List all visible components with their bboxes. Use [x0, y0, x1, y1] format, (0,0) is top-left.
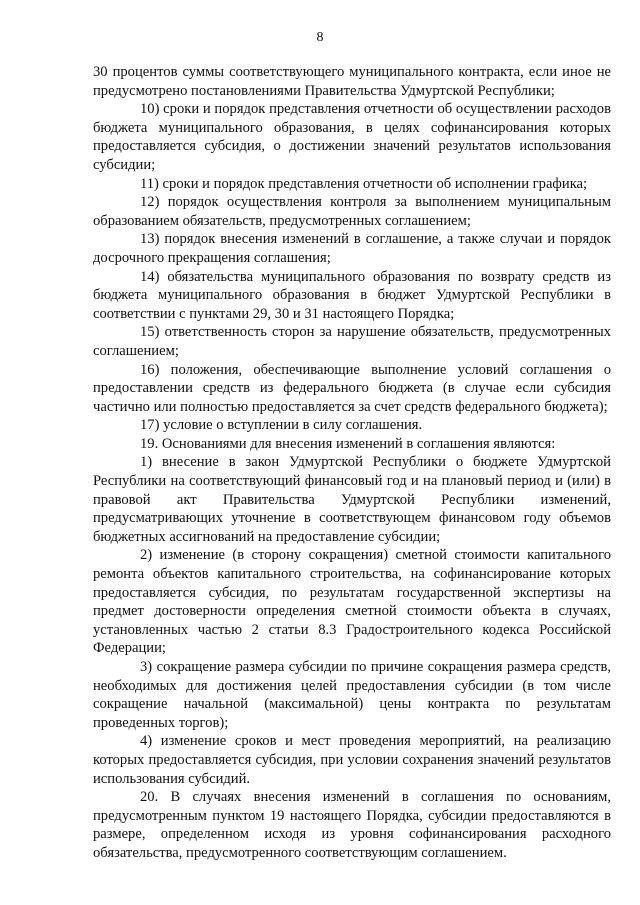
- paragraph-item-17: 17) условие о вступлении в силу соглашения.: [140, 417, 423, 434]
- paragraph-subitem-4: 4) изменение сроков и мест проведения мероприятий, на реализацию которых предоставляется субсидия, при условии сохранения значений результатов использования субсидий.: [93, 733, 611, 787]
- paragraph-item-13: 13) порядок внесения изменений в соглашение, а также случаи и порядок досрочного прекращения соглашения;: [93, 231, 611, 266]
- paragraph-continuation: 30 процентов суммы соответствующего муниципального контракта, если иное не предусмотрено постановлениями Правительства Удмуртской Республики;: [93, 64, 611, 99]
- paragraph-subitem-3: 3) сокращение размера субсидии по причине сокращения размера средств, необходимых для достижения целей предоставления субсидии (в том числе сокращение начальной (максимальной) цены контракта по результатам проведенных торгов);: [93, 659, 611, 731]
- page-number: 8: [316, 30, 324, 45]
- paragraph-section-20: 20. В случаях внесения изменений в соглашения по основаниям, предусмотренным пунктом 19 настоящего Порядка, субсидии предоставляются в размере, определенном исходя из уровня софинансирования расходного обязательства, предусмотренного соответствующим соглашением.: [93, 789, 611, 861]
- paragraph-item-11: 11) сроки и порядок представления отчетности об исполнении графика;: [140, 175, 588, 192]
- paragraph-section-19: 19. Основаниями для внесения изменений в соглашения являются:: [140, 435, 556, 452]
- paragraph-item-12: 12) порядок осуществления контроля за выполнением муниципальным образованием обязательств, предусмотренных соглашением;: [93, 194, 611, 229]
- document-body: [93, 63, 611, 863]
- paragraph-item-14: 14) обязательства муниципального образования по возврату средств из бюджета муниципального образования в бюджет Удмуртской Республики в соответствии с пунктами 29, 30 и 31 настоящего Порядка;: [93, 268, 611, 322]
- paragraph-subitem-1: 1) внесение в закон Удмуртской Республики о бюджете Удмуртской Республики на соответствующий финансовый год и на плановый период и (или) в правовой акт Правительства Удмуртской Республики изменений, предусматривающих уточнение в соответствующем финансовом году объемов бюджетных ассигнований на предоставление субсидии;: [93, 454, 611, 545]
- paragraph-item-15: 15) ответственность сторон за нарушение обязательств, предусмотренных соглашением;: [93, 324, 611, 359]
- paragraph-item-10: 10) сроки и порядок представления отчетности об осуществлении расходов бюджета муниципального образования, в целях софинансирования которых предоставляется субсидия, о достижении значений результатов использования субсидии;: [93, 101, 611, 173]
- paragraph-subitem-2: 2) изменение (в сторону сокращения) сметной стоимости капитального ремонта объектов капитального строительства, на софинансирование которых предоставляется субсидия, по результатам государственной экспертизы на предмет достоверности определения сметной стоимости объекта в случаях, установленных частью 2 статьи 8.3 Градостроительного кодекса Российской Федерации;: [93, 547, 611, 657]
- paragraph-item-16: 16) положения, обеспечивающие выполнение условий соглашения о предоставлении средств из федерального бюджета (в случае если субсидия частично или полностью предоставляется за счет средств федерального бюджета);: [93, 361, 611, 415]
